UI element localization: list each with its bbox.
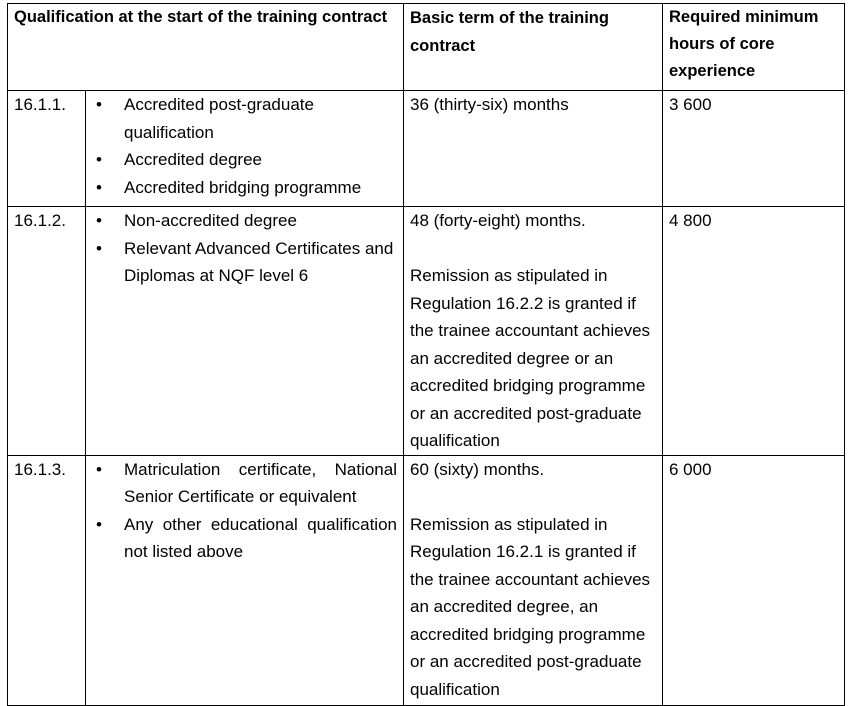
term-text: 36 (thirty-six) months: [410, 95, 569, 114]
row-number: 16.1.3.: [8, 455, 86, 705]
list-item: • Accredited post-graduate qualification: [92, 91, 397, 146]
list-item: • Any other educational qualification not listed above: [92, 511, 397, 566]
table-row: [8, 207, 845, 456]
qualification-list: [92, 456, 397, 566]
table-row: [8, 455, 845, 705]
training-contract-table: [7, 3, 845, 706]
qualification-cell: [86, 91, 404, 207]
hours-cell: 6 000: [663, 455, 845, 705]
header-min-hours: Required minimum hours of core experience: [663, 4, 845, 91]
term-cell: [404, 91, 663, 207]
term-remission-note: Remission as stipulated in Regulation 16.2.1 is granted if the trainee accountant achieves an accredited degree, an accredited bridging programme or an accredited post-graduate qualification: [410, 514, 651, 699]
table-header-row: [8, 4, 845, 91]
list-item: • Non-accredited degree: [92, 207, 397, 235]
header-basic-term: Basic term of the training contract: [404, 4, 663, 91]
row-number: 16.1.1.: [8, 91, 86, 207]
qualification-list: [92, 207, 397, 290]
hours-cell: 3 600: [663, 91, 845, 207]
term-cell: [404, 455, 663, 705]
list-item: • Relevant Advanced Certificates and Diplomas at NQF level 6: [92, 235, 397, 290]
qualification-cell: [86, 455, 404, 705]
list-item: • Accredited bridging programme: [92, 174, 397, 202]
term-text: 48 (forty-eight) months.: [410, 211, 586, 230]
hours-cell: 4 800: [663, 207, 845, 456]
table-row: [8, 91, 845, 207]
row-number: 16.1.2.: [8, 207, 86, 456]
list-item: • Accredited degree: [92, 146, 397, 174]
header-qualification: Qualification at the start of the training contract: [8, 4, 404, 91]
list-item: • Matriculation certificate, National Senior Certificate or equivalent: [92, 456, 397, 511]
qualification-list: [92, 91, 397, 201]
term-remission-note: Remission as stipulated in Regulation 16.2.2 is granted if the trainee accountant achieves an accredited degree or an accredited bridging programme or an accredited post-graduate qualification: [410, 266, 651, 450]
qualification-cell: [86, 207, 404, 456]
term-cell: [404, 207, 663, 456]
term-text: 60 (sixty) months.: [410, 459, 545, 479]
